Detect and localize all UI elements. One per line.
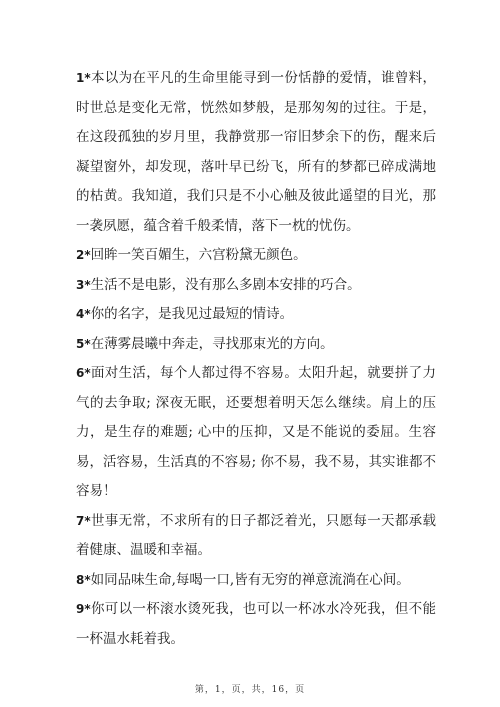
paragraph-number: 8*	[76, 572, 91, 587]
paragraph-text: 生活不是电影，没有那么多剧本安排的巧合。	[90, 276, 361, 293]
paragraph-3	[76, 271, 436, 301]
paragraph-text: 在薄雾晨曦中奔走，寻找那束光的方向。	[90, 335, 334, 352]
paragraph-text: 世事无常，不求所有的日子都泛着光，只愿每一天都承载着健康、温暖和幸福。	[76, 512, 436, 558]
document-body	[76, 64, 436, 654]
paragraph-text: 回眸一笑百媚生，六宫粉黛无颜色。	[90, 247, 307, 263]
paragraph-number: 2*	[76, 248, 91, 262]
paragraph-text: 你的名字，是我见过最短的情诗。	[90, 306, 294, 322]
paragraph-number: 5*	[76, 336, 91, 351]
paragraph-1	[76, 64, 436, 241]
paragraph-9	[76, 595, 436, 654]
paragraph-text: 面对生活，每个人都过得不容易。太阳升起，就要拼了力气的去争取; 深夜无眠，还要想着明天怎么继续。肩上的压力，是生存的难题; 心中的压抑，又是不能说的委屈。生容易，活容易，生活真的不容易; 你不易，我不易，其实谁都不容易！	[76, 365, 436, 499]
paragraph-number: 9*	[76, 602, 91, 616]
paragraph-4	[76, 300, 436, 330]
paragraph-number: 7*	[76, 513, 91, 528]
paragraph-number: 6*	[76, 366, 91, 380]
paragraph-2	[76, 241, 436, 271]
paragraph-5	[76, 330, 436, 360]
paragraph-6	[76, 359, 436, 507]
paragraph-text: 如同品味生命,每喝一口,皆有无穷的禅意流淌在心间。	[90, 571, 410, 588]
paragraph-text: 本以为在平凡的生命里能寻到一份恬静的爱情，谁曾料，时世总是变化无常，恍然如梦般，是那匆匆的过往。于是，在这段孤独的岁月里，我静赏那一帘旧梦余下的伤，醒来后凝望窗外，却发现，落叶早已纷飞，所有的梦都已碎成满地的枯黄。我知道，我们只是不小心触及彼此遥望的目光，那一袭夙愿，蕴含着千般柔情，落下一枕的忧伤。	[76, 70, 436, 234]
paragraph-number: 4*	[76, 307, 91, 321]
paragraph-7	[76, 507, 436, 566]
paragraph-number: 3*	[76, 277, 91, 292]
page-footer: 第，1，页，共，16，页	[194, 685, 306, 695]
paragraph-text: 你可以一杯滚水烫死我，也可以一杯冰水冷死我，但不能一杯温水耗着我。	[76, 601, 436, 647]
paragraph-8	[76, 566, 436, 596]
paragraph-number: 1*	[76, 71, 91, 85]
